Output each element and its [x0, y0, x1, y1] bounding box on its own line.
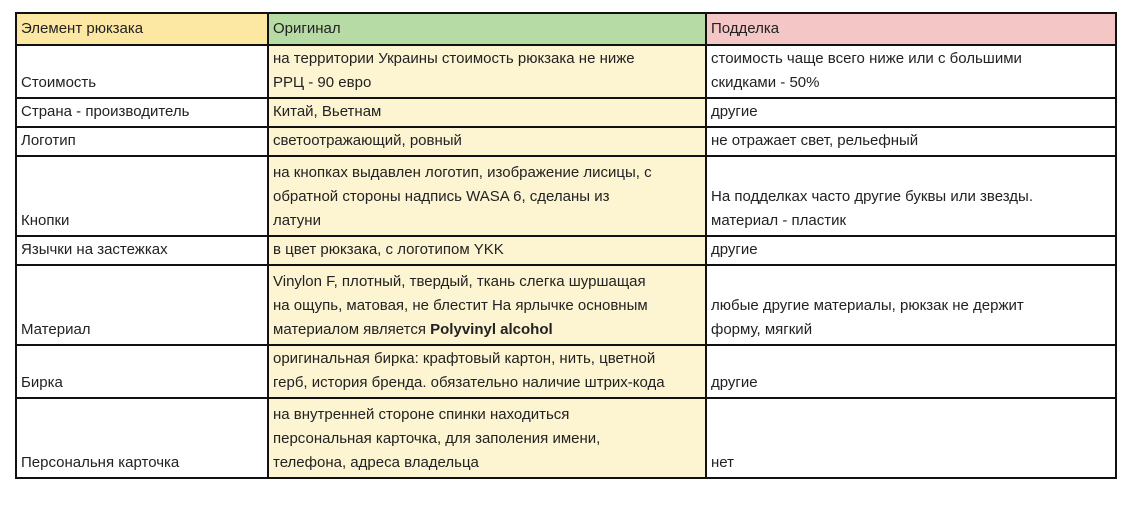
table-row: [16, 265, 1116, 345]
table-row: [16, 236, 1116, 265]
text-line: Vinylon F, плотный, твердый, ткань слегка шуршащая: [273, 273, 646, 290]
text-line: другие: [711, 103, 758, 120]
cell-element: Страна - производитель: [16, 98, 268, 127]
cell-original: [268, 345, 706, 398]
cell-element: Бирка: [16, 345, 268, 398]
cell-fake: [706, 156, 1116, 236]
cell-element: Логотип: [16, 127, 268, 156]
text-line: материал - пластик: [711, 212, 847, 229]
cell-element: Язычки на застежках: [16, 236, 268, 265]
table-row: [16, 45, 1116, 98]
table-row: [16, 156, 1116, 236]
cell-fake: [706, 127, 1116, 156]
header-element: Элемент рюкзака: [16, 13, 268, 45]
text-line: другие: [711, 241, 758, 258]
table-row: [16, 398, 1116, 478]
text-line: оригинальная бирка: крафтовый картон, нить, цветной: [273, 350, 656, 367]
cell-fake: [706, 45, 1116, 98]
cell-fake: [706, 98, 1116, 127]
cell-fake: [706, 265, 1116, 345]
text-line: на внутренней стороне спинки находиться: [273, 406, 570, 423]
text-line: скидками - 50%: [711, 74, 820, 91]
text-line: телефона, адреса владельца: [273, 454, 479, 471]
cell-element: Кнопки: [16, 156, 268, 236]
text-line: РРЦ - 90 евро: [273, 74, 372, 91]
text-line: другие: [711, 374, 758, 391]
text-line: обратной стороны надпись WASA 6, сделаны из: [273, 188, 610, 205]
text-line: форму, мягкий: [711, 321, 813, 338]
cell-element: Стоимость: [16, 45, 268, 98]
cell-original: [268, 236, 706, 265]
cell-element: Персональня карточка: [16, 398, 268, 478]
text-line: нет: [711, 454, 734, 471]
text-line: стоимость чаще всего ниже или с большими: [711, 50, 1022, 67]
text-line: На подделках часто другие буквы или звезды.: [711, 188, 1033, 205]
text-line: не отражает свет, рельефный: [711, 132, 919, 149]
text-line: материалом является: [273, 321, 431, 338]
header-row: [16, 13, 1116, 45]
cell-original: [268, 98, 706, 127]
table-row: [16, 127, 1116, 156]
text-line: персональная карточка, для заполения имени,: [273, 430, 601, 447]
cell-original: [268, 127, 706, 156]
header-fake: Подделка: [706, 13, 1116, 45]
cell-original: [268, 398, 706, 478]
text-line: светоотражающий, ровный: [273, 132, 462, 149]
header-original: Оригинал: [268, 13, 706, 45]
cell-fake: [706, 398, 1116, 478]
text-line: любые другие материалы, рюкзак не держит: [711, 297, 1024, 314]
cell-element: Материал: [16, 265, 268, 345]
text-line: в цвет рюкзака, с логотипом YKK: [273, 241, 504, 258]
text-line: герб, история бренда. обязательно наличие штрих-кода: [273, 374, 665, 391]
text-line: на территории Украины стоимость рюкзака не ниже: [273, 50, 635, 67]
cell-fake: [706, 236, 1116, 265]
table-row: [16, 345, 1116, 398]
text-line: на кнопках выдавлен логотип, изображение лисицы, с: [273, 164, 652, 181]
table-row: [16, 98, 1116, 127]
bold-material-name: Polyvinyl alcohol: [430, 321, 553, 338]
cell-original: [268, 156, 706, 236]
cell-fake: [706, 345, 1116, 398]
text-line: Китай, Вьетнам: [273, 103, 382, 120]
text-line: на ощупь, матовая, не блестит На ярлычке основным: [273, 297, 648, 314]
cell-original: [268, 265, 706, 345]
comparison-table: [15, 12, 1117, 479]
cell-original: [268, 45, 706, 98]
text-line: латуни: [273, 212, 321, 229]
